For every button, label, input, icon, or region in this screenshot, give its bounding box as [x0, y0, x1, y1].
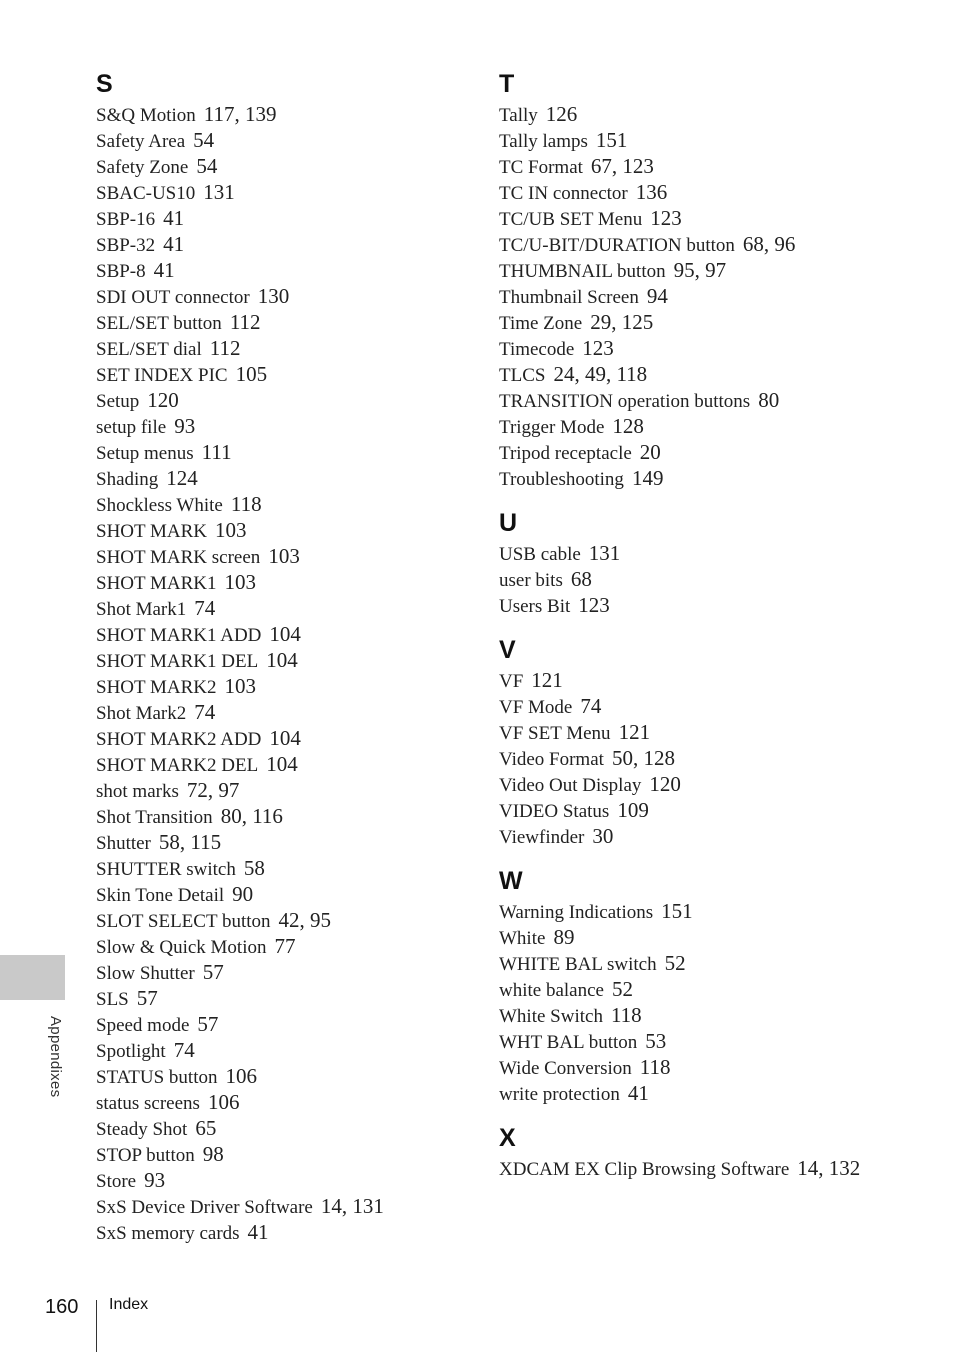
index-page-refs: 74 — [194, 700, 216, 724]
index-section-w — [499, 863, 919, 1107]
index-entry — [96, 570, 476, 596]
index-entry — [96, 1116, 476, 1142]
index-page-refs: 121 — [531, 668, 563, 692]
index-entry — [96, 258, 476, 284]
index-entry — [96, 674, 476, 700]
index-page-refs: 68, 96 — [742, 232, 796, 256]
index-entry — [96, 232, 476, 258]
index-page-refs: 124 — [166, 466, 198, 490]
index-page-refs: 14, 132 — [797, 1156, 861, 1180]
index-page-refs: 121 — [618, 720, 651, 744]
index-entry — [96, 518, 476, 544]
index-term: status screens — [96, 1093, 200, 1114]
index-entry — [499, 541, 919, 567]
index-page-refs: 104 — [269, 726, 301, 750]
index-entry — [96, 1012, 476, 1038]
index-page-refs: 106 — [207, 1090, 240, 1114]
index-section-t — [499, 66, 919, 492]
index-page-refs: 29, 125 — [590, 310, 654, 334]
index-term: SBP-8 — [96, 261, 146, 282]
index-page-refs: 109 — [617, 798, 649, 822]
index-page-refs: 41 — [153, 258, 175, 282]
index-term: shot marks — [96, 781, 179, 802]
index-page-refs: 128 — [612, 414, 644, 438]
index-entry — [96, 388, 476, 414]
index-entry — [499, 668, 919, 694]
index-term: VF SET Menu — [499, 723, 611, 744]
index-page-refs: 104 — [266, 752, 298, 776]
index-entry — [96, 1038, 476, 1064]
index-section-v — [499, 632, 919, 850]
index-entry — [96, 1064, 476, 1090]
index-page-refs: 118 — [230, 492, 262, 516]
index-term: Video Format — [499, 749, 604, 770]
index-page-refs: 151 — [661, 899, 693, 923]
index-term: TLCS — [499, 365, 546, 386]
index-page-refs: 67, 123 — [590, 154, 654, 178]
index-term: SHOT MARK2 DEL — [96, 755, 259, 776]
index-term: Shot Transition — [96, 807, 213, 828]
index-page-refs: 118 — [639, 1055, 671, 1079]
index-page-refs: 94 — [646, 284, 668, 308]
index-term: VIDEO Status — [499, 801, 610, 822]
index-term: SHOT MARK screen — [96, 547, 261, 568]
index-term: WHITE BAL switch — [499, 954, 657, 975]
index-page-refs: 42, 95 — [278, 908, 332, 932]
index-term: SET INDEX PIC — [96, 365, 228, 386]
index-term: Video Out Display — [499, 775, 642, 796]
page-number: 160 — [45, 1296, 79, 1318]
index-entry — [96, 440, 476, 466]
index-entry — [499, 951, 919, 977]
index-term: Viewfinder — [499, 827, 585, 848]
index-term: Speed mode — [96, 1015, 190, 1036]
index-term: Time Zone — [499, 313, 583, 334]
index-page-refs: 89 — [553, 925, 575, 949]
index-page-refs: 103 — [215, 518, 247, 542]
index-term: USB cable — [499, 544, 581, 565]
index-entry — [499, 440, 919, 466]
index-entry — [96, 960, 476, 986]
index-entry — [499, 746, 919, 772]
index-page-refs: 117, 139 — [203, 102, 277, 126]
index-term: Shot Mark1 — [96, 599, 187, 620]
index-entry — [96, 414, 476, 440]
index-term: SxS memory cards — [96, 1223, 240, 1244]
index-entry — [96, 336, 476, 362]
index-entry — [499, 593, 919, 619]
index-entry — [96, 362, 476, 388]
index-entry — [96, 856, 476, 882]
section-letter-heading: X — [499, 1124, 516, 1152]
index-entry — [96, 934, 476, 960]
index-term: SHOT MARK2 — [96, 677, 217, 698]
index-page-refs: 41 — [163, 206, 185, 230]
index-page-refs: 103 — [224, 674, 257, 698]
index-term: Warning Indications — [499, 902, 654, 923]
index-entry — [499, 925, 919, 951]
index-page-refs: 74 — [173, 1038, 195, 1062]
index-page-refs: 130 — [257, 284, 290, 308]
index-entry — [499, 128, 919, 154]
index-section-x — [499, 1120, 919, 1182]
index-term: SxS Device Driver Software — [96, 1197, 313, 1218]
index-page-refs: 74 — [580, 694, 602, 718]
index-term: SDI OUT connector — [96, 287, 250, 308]
index-entry — [499, 206, 919, 232]
index-term: Setup — [96, 391, 140, 412]
index-entry — [96, 1142, 476, 1168]
index-term: VF — [499, 671, 524, 692]
index-entry — [499, 154, 919, 180]
index-term: SHOT MARK1 DEL — [96, 651, 259, 672]
index-term: SHOT MARK — [96, 521, 208, 542]
index-term: Tripod receptacle — [499, 443, 632, 464]
index-term: S&Q Motion — [96, 105, 196, 126]
index-page-refs: 24, 49, 118 — [553, 362, 648, 386]
index-entry — [96, 622, 476, 648]
footer-divider — [96, 1300, 97, 1352]
index-page-refs: 41 — [163, 232, 185, 256]
index-term: Troubleshooting — [499, 469, 624, 490]
index-entry — [499, 1055, 919, 1081]
index-entry — [499, 1156, 919, 1182]
index-term: SLS — [96, 989, 129, 1010]
index-page-refs: 98 — [202, 1142, 224, 1166]
index-term: TC/UB SET Menu — [499, 209, 643, 230]
index-page-refs: 52 — [611, 977, 633, 1001]
index-page-refs: 111 — [201, 440, 232, 464]
index-page-refs: 77 — [274, 934, 296, 958]
index-page-refs: 53 — [645, 1029, 667, 1053]
index-entry — [499, 694, 919, 720]
index-term: SHOT MARK2 ADD — [96, 729, 262, 750]
index-entry — [499, 1029, 919, 1055]
index-entry — [96, 804, 476, 830]
index-term: TC Format — [499, 157, 583, 178]
index-entry — [96, 154, 476, 180]
index-entry — [96, 1090, 476, 1116]
section-letter-heading: V — [499, 636, 516, 664]
index-entry — [499, 977, 919, 1003]
index-entry — [96, 206, 476, 232]
section-letter-heading: T — [499, 70, 515, 98]
index-entry — [499, 388, 919, 414]
index-entry — [499, 1081, 919, 1107]
index-term: TC/U-BIT/DURATION button — [499, 235, 735, 256]
index-term: Steady Shot — [96, 1119, 188, 1140]
index-page-refs: 131 — [588, 541, 621, 565]
index-entry — [96, 544, 476, 570]
index-page-refs: 118 — [610, 1003, 642, 1027]
index-entry — [96, 986, 476, 1012]
index-term: SBP-16 — [96, 209, 156, 230]
index-entry — [96, 830, 476, 856]
index-entry — [499, 180, 919, 206]
index-term: white balance — [499, 980, 604, 1001]
index-entry — [499, 102, 919, 128]
index-page-refs: 120 — [147, 388, 179, 412]
index-page-refs: 93 — [144, 1168, 166, 1192]
index-page-refs: 41 — [627, 1081, 649, 1105]
index-term: SHUTTER switch — [96, 859, 236, 880]
index-term: THUMBNAIL button — [499, 261, 666, 282]
index-page-refs: 120 — [649, 772, 681, 796]
index-page-refs: 72, 97 — [186, 778, 240, 802]
index-column-left — [96, 66, 476, 1246]
index-term: VF Mode — [499, 697, 573, 718]
index-entry — [499, 414, 919, 440]
index-term: STATUS button — [96, 1067, 218, 1088]
index-section-u — [499, 505, 919, 619]
index-page-refs: 104 — [266, 648, 298, 672]
index-page-refs: 57 — [202, 960, 224, 984]
index-entry — [96, 180, 476, 206]
index-term: Timecode — [499, 339, 575, 360]
index-term: SBAC-US10 — [96, 183, 196, 204]
index-entry — [499, 798, 919, 824]
section-letter-heading: U — [499, 509, 518, 537]
index-page-refs: 57 — [197, 1012, 219, 1036]
index-page-refs: 123 — [650, 206, 682, 230]
index-term: SHOT MARK1 — [96, 573, 217, 594]
index-page-refs: 65 — [195, 1116, 217, 1140]
index-page-refs: 80 — [758, 388, 780, 412]
index-entry — [96, 726, 476, 752]
index-entry — [96, 908, 476, 934]
index-term: write protection — [499, 1084, 620, 1105]
index-term: WHT BAL button — [499, 1032, 638, 1053]
index-term: Safety Area — [96, 131, 186, 152]
index-term: XDCAM EX Clip Browsing Software — [499, 1159, 790, 1180]
index-page-refs: 123 — [578, 593, 610, 617]
index-page-refs: 106 — [225, 1064, 257, 1088]
index-entry — [499, 899, 919, 925]
index-term: Users Bit — [499, 596, 571, 617]
index-page-refs: 54 — [196, 154, 218, 178]
index-term: Thumbnail Screen — [499, 287, 639, 308]
index-entry — [499, 362, 919, 388]
index-term: Slow Shutter — [96, 963, 195, 984]
index-entry — [96, 752, 476, 778]
index-page-refs: 54 — [193, 128, 215, 152]
index-page-refs: 52 — [664, 951, 686, 975]
index-page-refs: 80, 116 — [220, 804, 283, 828]
index-term: SBP-32 — [96, 235, 156, 256]
index-page-refs: 126 — [545, 102, 578, 126]
index-entry — [96, 648, 476, 674]
section-letter-heading: S — [96, 70, 113, 98]
index-column-right — [499, 66, 919, 1182]
index-page-refs: 58 — [243, 856, 265, 880]
index-entry — [499, 258, 919, 284]
index-entry — [96, 310, 476, 336]
index-term: Tally — [499, 105, 538, 126]
footer-section-title: Index — [109, 1296, 149, 1313]
index-page-refs: 131 — [203, 180, 235, 204]
index-page-refs: 74 — [194, 596, 216, 620]
index-term: Spotlight — [96, 1041, 166, 1062]
index-entry — [96, 882, 476, 908]
index-entry — [96, 128, 476, 154]
index-page-refs: 57 — [136, 986, 158, 1010]
index-term: Wide Conversion — [499, 1058, 632, 1079]
index-page-refs: 30 — [592, 824, 614, 848]
index-term: Shutter — [96, 833, 151, 854]
index-page-refs: 93 — [174, 414, 196, 438]
index-page-refs: 112 — [229, 310, 261, 334]
index-page-refs: 151 — [595, 128, 628, 152]
index-page-refs: 50, 128 — [611, 746, 675, 770]
index-entry — [96, 102, 476, 128]
index-entry — [499, 310, 919, 336]
index-term: SEL/SET button — [96, 313, 222, 334]
index-entry — [499, 720, 919, 746]
index-entry — [96, 492, 476, 518]
index-entry — [96, 1168, 476, 1194]
index-entry — [499, 336, 919, 362]
index-page-refs: 149 — [631, 466, 664, 490]
index-page-refs: 103 — [224, 570, 257, 594]
section-letter-heading: W — [499, 867, 523, 895]
index-entry — [96, 1220, 476, 1246]
index-entry — [96, 700, 476, 726]
index-term: user bits — [499, 570, 563, 591]
index-entry — [499, 567, 919, 593]
index-term: White — [499, 928, 546, 949]
index-page-refs: 90 — [232, 882, 254, 906]
index-page-refs: 104 — [269, 622, 301, 646]
index-page-refs: 136 — [635, 180, 668, 204]
index-term: SHOT MARK1 ADD — [96, 625, 262, 646]
index-page-refs: 14, 131 — [320, 1194, 384, 1218]
index-page-refs: 95, 97 — [673, 258, 727, 282]
index-term: Store — [96, 1171, 137, 1192]
index-term: Shot Mark2 — [96, 703, 187, 724]
section-tab-label: Appendixes — [47, 1016, 64, 1098]
index-page-refs: 112 — [209, 336, 241, 360]
index-page-refs: 68 — [570, 567, 592, 591]
index-section-s — [96, 66, 476, 1246]
index-entry — [96, 778, 476, 804]
index-page-refs: 123 — [582, 336, 614, 360]
index-entry — [499, 466, 919, 492]
index-page-refs: 105 — [235, 362, 268, 386]
index-term: Trigger Mode — [499, 417, 605, 438]
index-page-refs: 103 — [268, 544, 300, 568]
index-entry — [96, 596, 476, 622]
index-entry — [499, 284, 919, 310]
index-term: Safety Zone — [96, 157, 189, 178]
index-page-refs: 20 — [639, 440, 661, 464]
index-entry — [499, 772, 919, 798]
index-entry — [96, 466, 476, 492]
index-term: Tally lamps — [499, 131, 588, 152]
index-term: SLOT SELECT button — [96, 911, 271, 932]
index-term: setup file — [96, 417, 167, 438]
section-tab-marker — [0, 955, 65, 1000]
index-term: TRANSITION operation buttons — [499, 391, 751, 412]
index-entry — [96, 1194, 476, 1220]
index-entry — [96, 284, 476, 310]
index-term: White Switch — [499, 1006, 603, 1027]
index-term: Slow & Quick Motion — [96, 937, 267, 958]
index-page-refs: 58, 115 — [158, 830, 222, 854]
index-entry — [499, 824, 919, 850]
index-term: TC IN connector — [499, 183, 628, 204]
index-term: Skin Tone Detail — [96, 885, 225, 906]
index-term: Shading — [96, 469, 159, 490]
index-page-refs: 41 — [247, 1220, 269, 1244]
index-entry — [499, 232, 919, 258]
index-term: Setup menus — [96, 443, 194, 464]
index-term: STOP button — [96, 1145, 195, 1166]
index-term: Shockless White — [96, 495, 223, 516]
index-entry — [499, 1003, 919, 1029]
index-term: SEL/SET dial — [96, 339, 202, 360]
